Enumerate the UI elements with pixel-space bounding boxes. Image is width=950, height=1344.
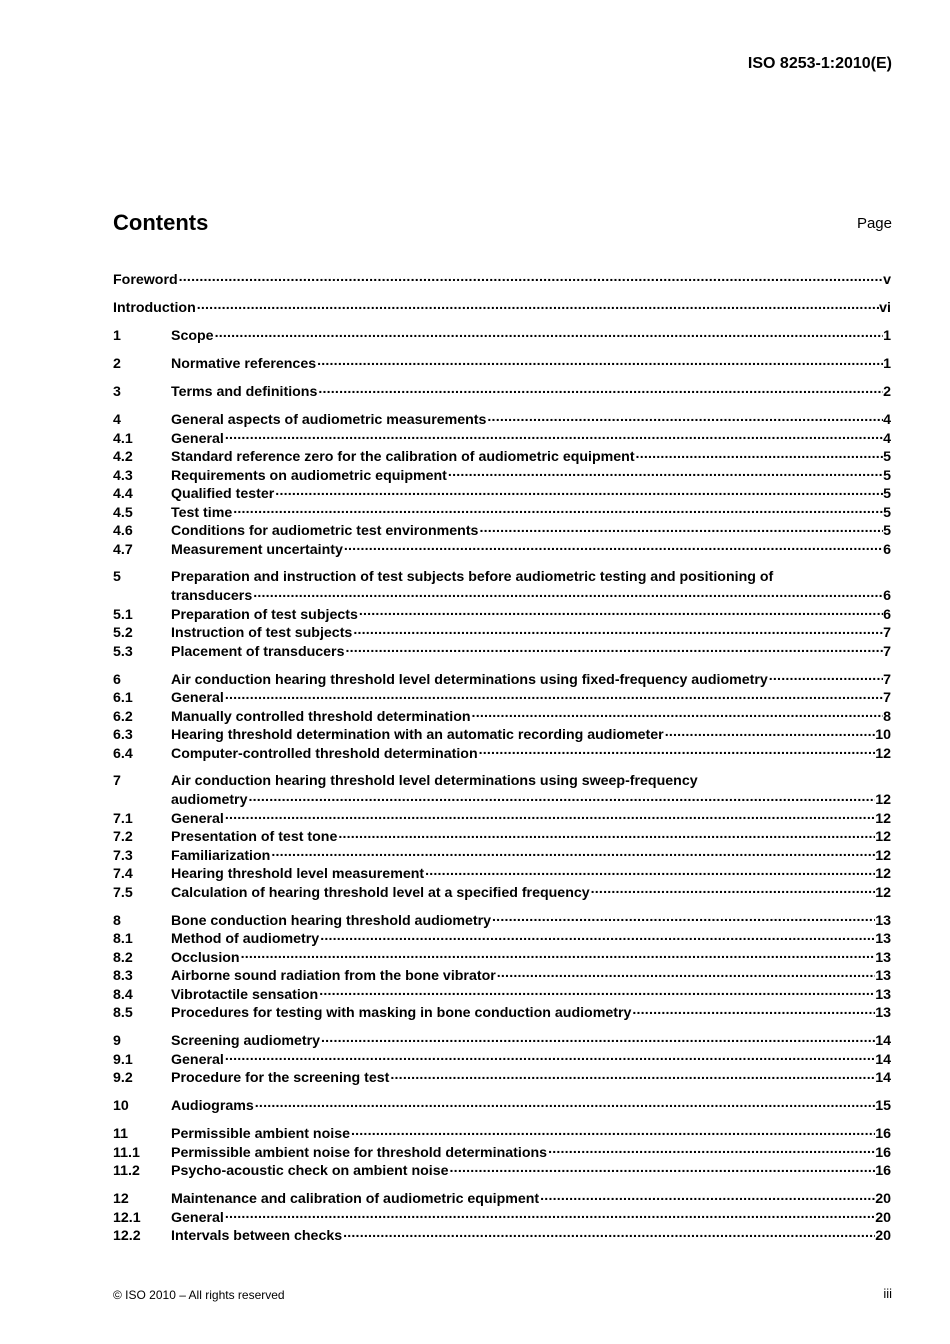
toc-entry-number: 3 xyxy=(113,384,121,400)
dot-leader xyxy=(248,790,875,804)
toc-entry[interactable] xyxy=(113,1096,891,1115)
toc-entry-title: General xyxy=(171,1051,224,1068)
dot-leader xyxy=(492,911,875,925)
dot-leader xyxy=(225,1208,875,1222)
dot-leader xyxy=(448,466,883,480)
toc-entry-continuation[interactable] xyxy=(113,586,891,605)
toc-entry-number: 6.1 xyxy=(113,690,133,706)
toc-entry-number: 5.3 xyxy=(113,643,133,660)
toc-entry-page: 20 xyxy=(875,1191,891,1207)
toc-entry-title: Computer-controlled threshold determination xyxy=(171,745,478,762)
toc-entry-title: Introduction xyxy=(113,300,196,316)
toc-entry-page: 16 xyxy=(875,1126,891,1142)
toc-entry-page: 13 xyxy=(875,931,891,947)
toc-entry-title: Presentation of test tone xyxy=(171,829,338,845)
toc-entry-number: 8.2 xyxy=(113,949,133,966)
dot-leader xyxy=(479,521,883,535)
toc-entry-page: 13 xyxy=(875,986,891,1003)
toc-entry[interactable] xyxy=(113,948,891,967)
toc-entry-number: 7.1 xyxy=(113,810,133,827)
toc-entry[interactable] xyxy=(113,354,891,373)
toc-entry-page: 5 xyxy=(883,449,891,465)
toc-entry[interactable] xyxy=(113,484,891,503)
toc-entry-page: vi xyxy=(879,300,891,316)
toc-entry[interactable] xyxy=(113,883,891,902)
toc-entry-page: 10 xyxy=(875,727,891,743)
dot-leader xyxy=(632,1003,875,1017)
toc-entry-page: 14 xyxy=(875,1033,891,1049)
toc-entry-title: General xyxy=(171,810,224,827)
toc-entry-number: 11.2 xyxy=(113,1163,140,1179)
toc-entry-title: Method of audiometry xyxy=(171,931,320,947)
dot-leader xyxy=(591,883,876,897)
toc-entry[interactable] xyxy=(113,929,891,948)
toc-entry-title: Manually controlled threshold determination xyxy=(171,708,471,725)
toc-entry[interactable] xyxy=(113,270,891,289)
dot-leader xyxy=(665,725,876,739)
toc-entry-page: 4 xyxy=(883,430,891,447)
toc-entry-number: 5.2 xyxy=(113,625,133,641)
dot-leader xyxy=(318,382,883,396)
dot-leader xyxy=(540,1189,875,1203)
toc-entry[interactable] xyxy=(113,326,891,345)
toc-entry-page: 1 xyxy=(883,328,891,344)
toc-entry-title: Audiograms xyxy=(171,1098,254,1114)
toc-entry-page: 20 xyxy=(875,1228,891,1244)
toc-entry-title: Scope xyxy=(171,328,214,344)
toc-entry[interactable] xyxy=(113,568,891,587)
dot-leader xyxy=(241,948,876,962)
table-of-contents xyxy=(113,270,891,1245)
dot-leader xyxy=(225,1050,875,1064)
toc-entry-number: 7.5 xyxy=(113,884,133,901)
toc-entry-title: Air conduction hearing threshold level determinations using fixed-frequency audiometry xyxy=(171,671,768,688)
toc-entry-number: 2 xyxy=(113,356,121,372)
toc-entry-number: 8.3 xyxy=(113,968,133,984)
toc-entry[interactable] xyxy=(113,447,891,466)
toc-entry-title: Foreword xyxy=(113,272,178,288)
toc-entry-continuation[interactable] xyxy=(113,790,891,809)
toc-entry-title: Instruction of test subjects xyxy=(171,625,353,641)
dot-leader xyxy=(321,1031,875,1045)
toc-entry[interactable] xyxy=(113,1003,891,1022)
toc-entry-title: General aspects of audiometric measurements xyxy=(171,412,487,428)
toc-entry-page: 12 xyxy=(875,884,891,901)
toc-entry-title: Requirements on audiometric equipment xyxy=(171,467,447,484)
toc-entry[interactable] xyxy=(113,1208,891,1227)
toc-entry-number: 8.5 xyxy=(113,1005,133,1021)
toc-entry-number: 4.1 xyxy=(113,430,133,447)
toc-entry[interactable] xyxy=(113,864,891,883)
toc-entry-title: Preparation of test subjects xyxy=(171,606,358,623)
toc-entry-title: General xyxy=(171,1209,224,1226)
toc-entry-number: 5.1 xyxy=(113,606,133,623)
toc-entry-title: Procedures for testing with masking in bone conduction audiometry xyxy=(171,1005,632,1021)
toc-entry-page: 7 xyxy=(883,625,891,641)
toc-entry[interactable] xyxy=(113,670,891,689)
toc-entry-title: Conditions for audiometric test environments xyxy=(171,523,479,539)
toc-entry-title: Permissible ambient noise xyxy=(171,1126,350,1142)
toc-entry-title: Preparation and instruction of test subjects before audiometric testing and positioning of xyxy=(171,568,774,585)
dot-leader xyxy=(425,864,875,878)
toc-entry[interactable] xyxy=(113,744,891,763)
toc-entry-number: 7.3 xyxy=(113,847,133,864)
toc-entry-number: 7.4 xyxy=(113,866,133,882)
toc-entry-page: 16 xyxy=(875,1163,891,1179)
toc-entry-title: Psycho-acoustic check on ambient noise xyxy=(171,1163,449,1179)
dot-leader xyxy=(344,540,883,554)
toc-entry[interactable] xyxy=(113,966,891,985)
toc-entry-number: 10 xyxy=(113,1098,129,1114)
dot-leader xyxy=(225,688,883,702)
toc-entry-number: 9.2 xyxy=(113,1070,133,1086)
dot-leader xyxy=(487,410,883,424)
toc-entry-number: 12.2 xyxy=(113,1228,141,1244)
dot-leader xyxy=(472,707,884,721)
toc-entry-number: 4.4 xyxy=(113,486,133,502)
dot-leader xyxy=(319,985,875,999)
toc-entry-page: 7 xyxy=(883,690,891,706)
toc-entry-page: 13 xyxy=(875,949,891,966)
toc-entry[interactable] xyxy=(113,1143,891,1162)
toc-entry[interactable] xyxy=(113,410,891,429)
toc-entry-title: General xyxy=(171,690,224,706)
toc-entry-number: 5 xyxy=(113,568,121,585)
toc-entry-page: 20 xyxy=(875,1209,891,1226)
toc-entry[interactable] xyxy=(113,1124,891,1143)
toc-entry-page: 12 xyxy=(875,866,891,882)
toc-entry[interactable] xyxy=(113,503,891,522)
toc-entry-title: Calculation of hearing threshold level at a specified frequency xyxy=(171,884,590,901)
dot-leader xyxy=(179,270,883,284)
dot-leader xyxy=(320,929,875,943)
dot-leader xyxy=(317,354,883,368)
toc-entry-page: 12 xyxy=(875,829,891,845)
toc-entry-title: Familiarization xyxy=(171,847,271,864)
dot-leader xyxy=(769,670,883,684)
toc-entry-page: 8 xyxy=(883,708,891,725)
toc-entry-page: 5 xyxy=(883,486,891,502)
toc-entry-number: 4.5 xyxy=(113,504,133,521)
dot-leader xyxy=(479,744,876,758)
toc-entry-page: 6 xyxy=(883,541,891,558)
toc-entry-page: 4 xyxy=(883,412,891,428)
toc-entry[interactable] xyxy=(113,846,891,865)
dot-leader xyxy=(271,846,875,860)
toc-entry-number: 6 xyxy=(113,671,121,688)
toc-entry-page: 6 xyxy=(883,588,891,604)
dot-leader xyxy=(225,809,875,823)
toc-entry-page: 6 xyxy=(883,606,891,623)
toc-entry[interactable] xyxy=(113,466,891,485)
toc-entry-page: 14 xyxy=(875,1051,891,1068)
toc-entry-number: 6.4 xyxy=(113,745,133,762)
toc-entry[interactable] xyxy=(113,1031,891,1050)
toc-entry-page: 7 xyxy=(883,643,891,660)
toc-entry-title: Measurement uncertainty xyxy=(171,541,343,558)
dot-leader xyxy=(215,326,884,340)
toc-entry-title: Hearing threshold determination with an automatic recording audiometer xyxy=(171,727,664,743)
dot-leader xyxy=(636,447,884,461)
toc-entry-number: 7 xyxy=(113,772,121,789)
toc-entry-page: 13 xyxy=(875,968,891,984)
toc-entry-number: 11 xyxy=(113,1126,128,1142)
toc-entry-title: General xyxy=(171,430,224,447)
toc-entry-page: 12 xyxy=(875,745,891,762)
toc-entry[interactable] xyxy=(113,382,891,401)
toc-entry-title: Intervals between checks xyxy=(171,1228,343,1244)
dot-leader xyxy=(233,503,883,517)
toc-entry-number: 6.2 xyxy=(113,708,133,725)
toc-entry-title-continued: transducers xyxy=(171,588,253,604)
toc-entry[interactable] xyxy=(113,642,891,661)
dot-leader xyxy=(548,1143,875,1157)
toc-entry-page: 15 xyxy=(875,1098,891,1114)
toc-entry-title: Standard reference zero for the calibration of audiometric equipment xyxy=(171,449,635,465)
toc-entry-title: Hearing threshold level measurement xyxy=(171,866,425,882)
dot-leader xyxy=(338,827,875,841)
dot-leader xyxy=(351,1124,875,1138)
toc-entry-page: 2 xyxy=(883,384,891,400)
toc-entry[interactable] xyxy=(113,298,891,317)
toc-entry-page: v xyxy=(883,272,891,288)
dot-leader xyxy=(345,642,883,656)
dot-leader xyxy=(497,966,875,980)
toc-entry-number: 4 xyxy=(113,412,121,428)
dot-leader xyxy=(343,1226,875,1240)
toc-entry-number: 12.1 xyxy=(113,1209,141,1226)
contents-heading: Contents xyxy=(113,210,209,235)
toc-entry-number: 1 xyxy=(113,328,121,344)
copyright-notice: © ISO 2010 – All rights reserved xyxy=(113,1288,285,1302)
toc-entry-number: 7.2 xyxy=(113,829,133,845)
toc-entry-title: Permissible ambient noise for threshold determinations xyxy=(171,1144,548,1161)
toc-entry-title: Maintenance and calibration of audiometric equipment xyxy=(171,1191,540,1207)
toc-entry-title-continued: audiometry xyxy=(171,792,248,808)
dot-leader xyxy=(390,1068,875,1082)
toc-entry-title: Occlusion xyxy=(171,949,240,966)
toc-entry-page: 5 xyxy=(883,504,891,521)
toc-entry[interactable] xyxy=(113,521,891,540)
toc-entry-title: Airborne sound radiation from the bone vibrator xyxy=(171,968,496,984)
toc-entry[interactable] xyxy=(113,605,891,624)
page-number: iii xyxy=(883,1286,892,1301)
toc-entry-title: Procedure for the screening test xyxy=(171,1070,390,1086)
page-column-label: Page xyxy=(856,215,892,232)
dot-leader xyxy=(275,484,883,498)
toc-entry-number: 6.3 xyxy=(113,727,133,743)
toc-entry-title: Placement of transducers xyxy=(171,643,345,660)
toc-entry[interactable] xyxy=(113,688,891,707)
toc-entry-number: 9.1 xyxy=(113,1051,133,1068)
toc-entry-number: 12 xyxy=(113,1191,129,1207)
toc-entry[interactable] xyxy=(113,772,891,791)
toc-entry-number: 8.4 xyxy=(113,986,133,1003)
toc-entry-number: 9 xyxy=(113,1033,121,1049)
toc-entry[interactable] xyxy=(113,827,891,846)
toc-entry-page: 5 xyxy=(883,467,891,484)
toc-entry-page: 5 xyxy=(883,523,891,539)
toc-entry-number: 8 xyxy=(113,912,121,929)
toc-entry-page: 14 xyxy=(875,1070,891,1086)
toc-entry-page: 7 xyxy=(883,671,891,688)
toc-entry-page: 12 xyxy=(875,847,891,864)
toc-entry-number: 4.2 xyxy=(113,449,133,465)
toc-entry-title: Vibrotactile sensation xyxy=(171,986,319,1003)
toc-entry-number: 8.1 xyxy=(113,931,133,947)
toc-entry-page: 16 xyxy=(875,1144,891,1161)
toc-entry-title: Screening audiometry xyxy=(171,1033,321,1049)
toc-entry-page: 12 xyxy=(875,810,891,827)
toc-entry-number: 11.1 xyxy=(113,1144,140,1161)
toc-entry-page: 13 xyxy=(875,912,891,929)
toc-entry[interactable] xyxy=(113,911,891,930)
toc-entry[interactable] xyxy=(113,1161,891,1180)
document-id: ISO 8253-1:2010(E) xyxy=(747,55,892,72)
toc-entry-number: 4.7 xyxy=(113,541,133,558)
toc-entry[interactable] xyxy=(113,809,891,828)
toc-entry[interactable] xyxy=(113,623,891,642)
dot-leader xyxy=(253,586,883,600)
toc-entry-title: Normative references xyxy=(171,356,317,372)
toc-entry[interactable] xyxy=(113,1050,891,1069)
toc-entry-page: 13 xyxy=(875,1005,891,1021)
toc-entry[interactable] xyxy=(113,707,891,726)
toc-entry-title: Qualified tester xyxy=(171,486,275,502)
dot-leader xyxy=(353,623,883,637)
toc-entry-title: Bone conduction hearing threshold audiometry xyxy=(171,912,492,929)
dot-leader xyxy=(359,605,883,619)
toc-entry[interactable] xyxy=(113,540,891,559)
toc-entry-title: Test time xyxy=(171,504,233,521)
dot-leader xyxy=(450,1161,876,1175)
toc-entry-title: Terms and definitions xyxy=(171,384,318,400)
toc-entry-number: 4.6 xyxy=(113,523,133,539)
toc-entry-number: 4.3 xyxy=(113,467,133,484)
toc-entry[interactable] xyxy=(113,1189,891,1208)
toc-entry-page: 1 xyxy=(883,356,891,372)
toc-entry[interactable] xyxy=(113,429,891,448)
toc-entry[interactable] xyxy=(113,985,891,1004)
toc-entry[interactable] xyxy=(113,1068,891,1087)
dot-leader xyxy=(225,429,883,443)
dot-leader xyxy=(255,1096,875,1110)
toc-entry-page: 12 xyxy=(875,792,891,808)
dot-leader xyxy=(197,298,879,312)
toc-entry[interactable] xyxy=(113,725,891,744)
toc-entry[interactable] xyxy=(113,1226,891,1245)
toc-entry-title: Air conduction hearing threshold level determinations using sweep-frequency xyxy=(171,772,698,789)
